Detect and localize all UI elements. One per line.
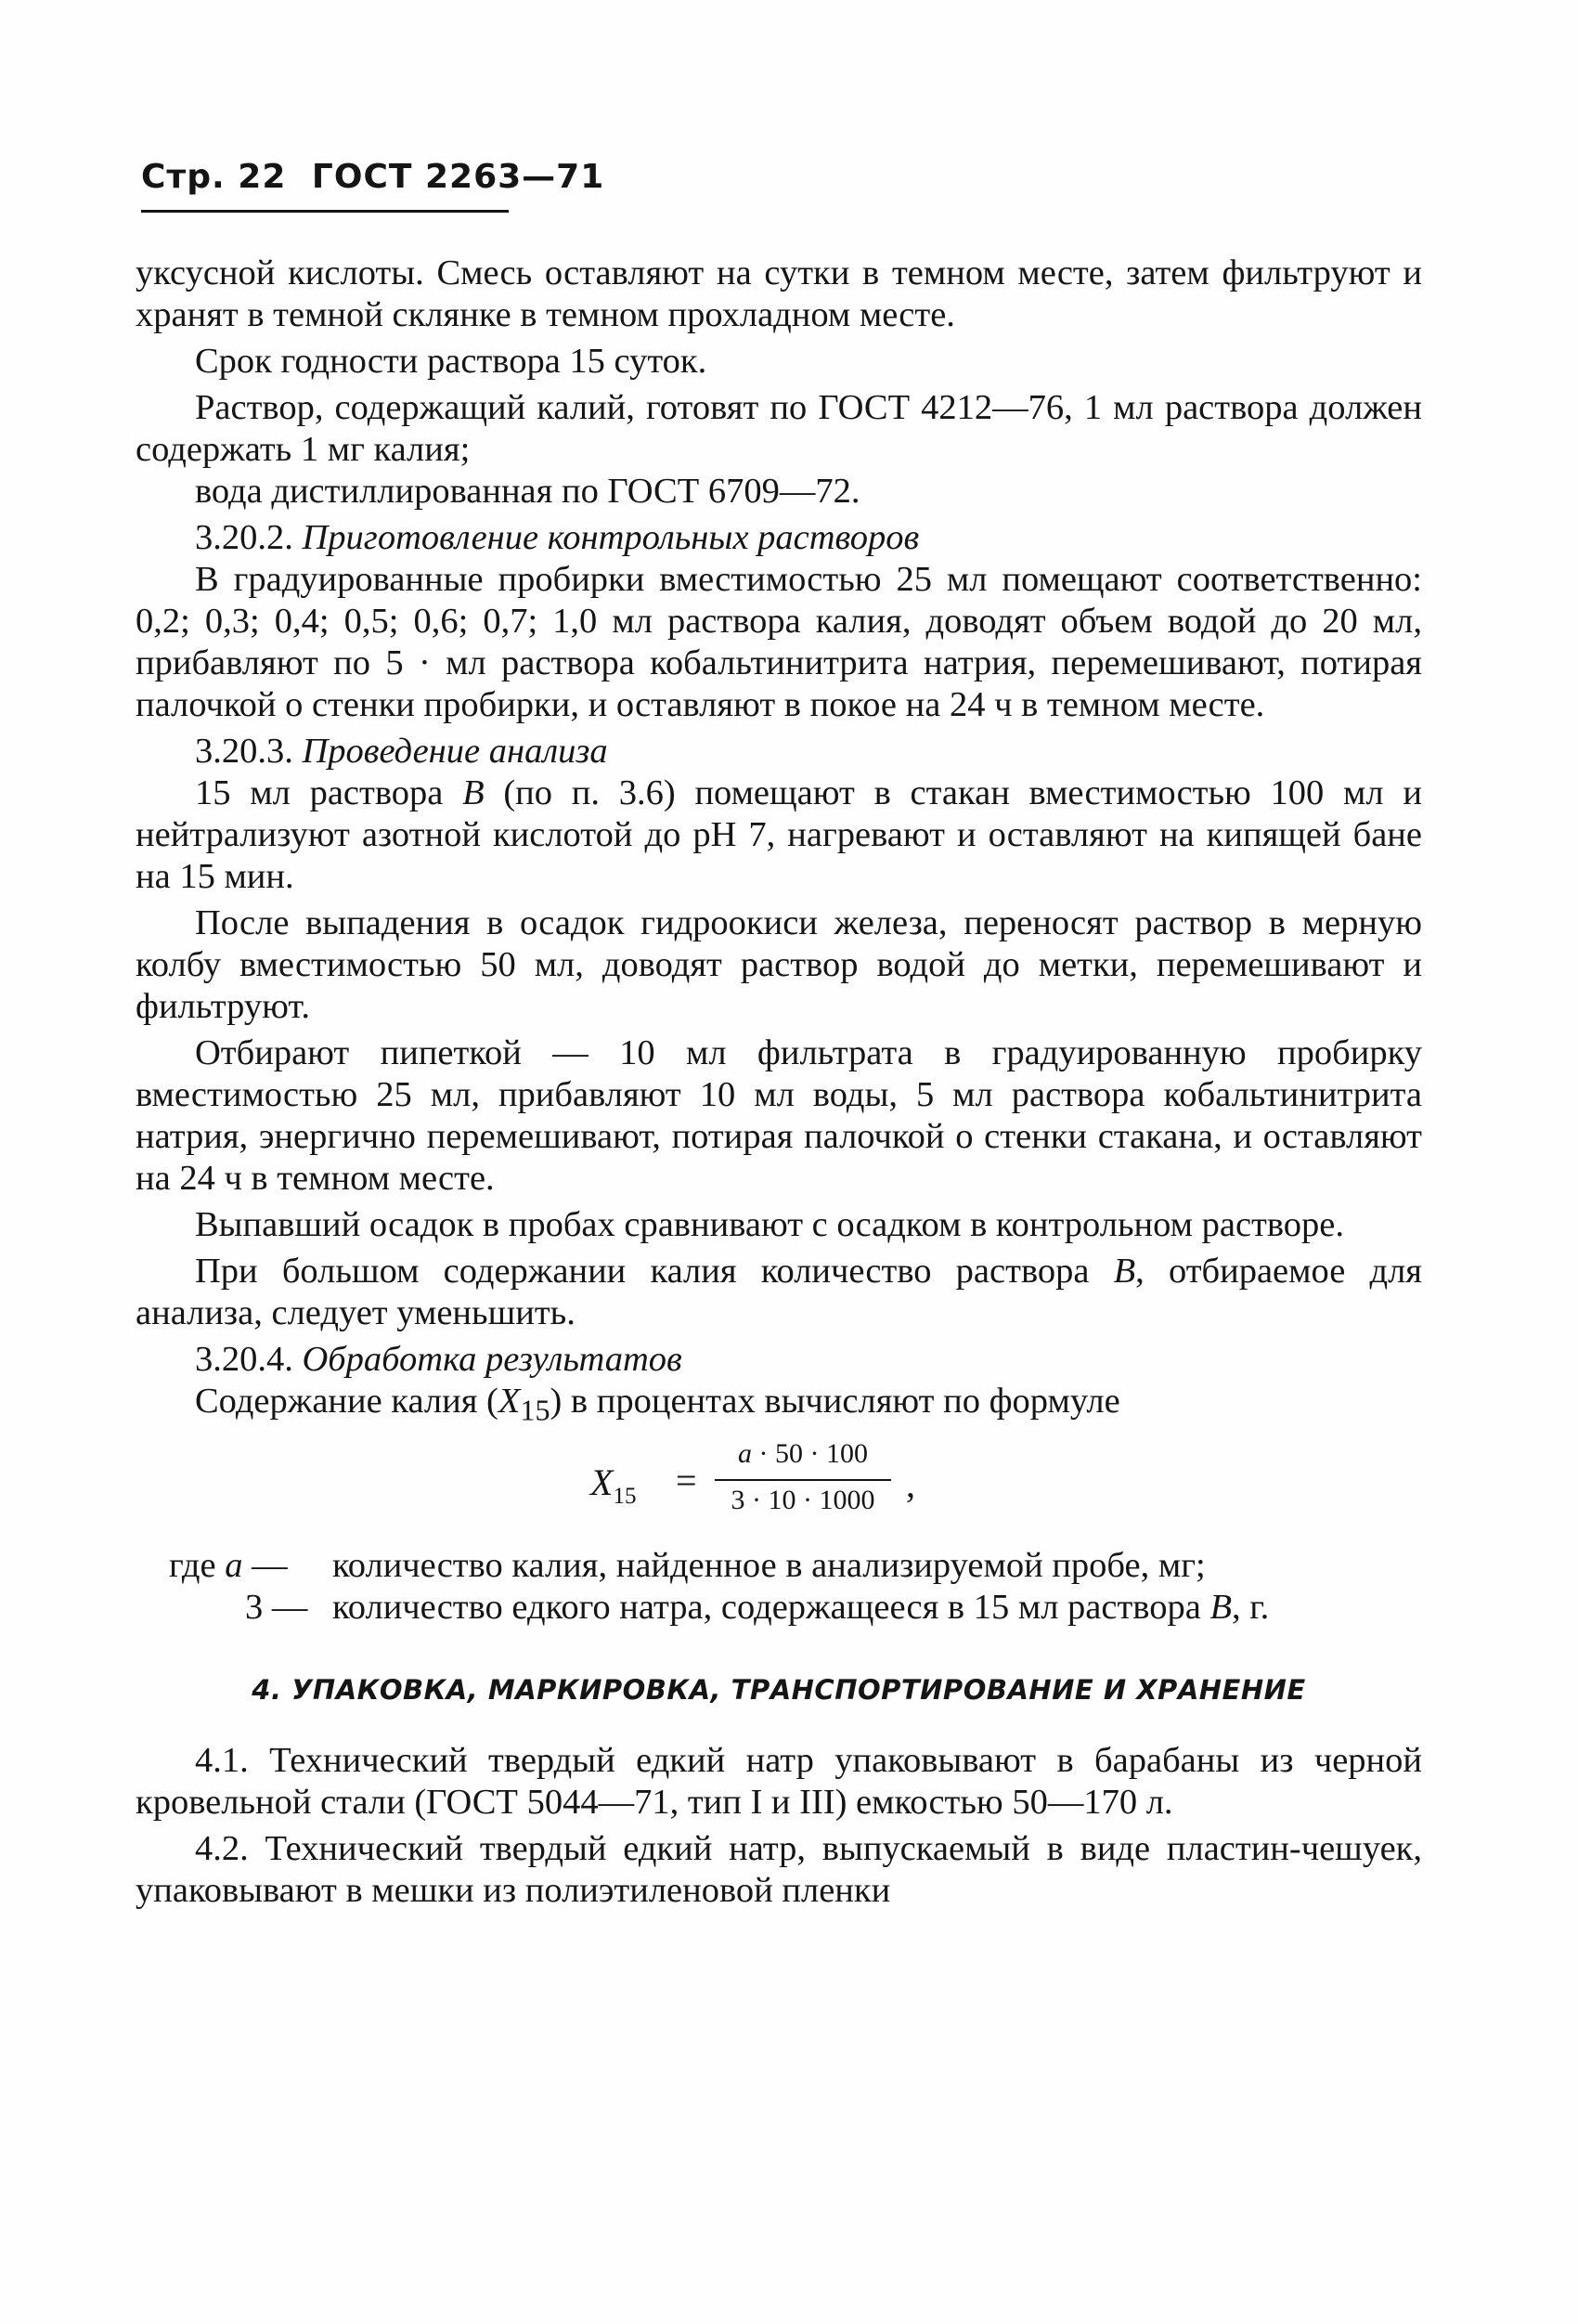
paragraph [136,1251,1422,1334]
subscript: 15 [520,1393,550,1427]
variable-b: B [1113,1252,1136,1291]
paragraph: вода дистиллированная по ГОСТ 6709—72. [195,472,860,511]
subsection-title: Приготовление контрольных растворов [302,518,920,557]
formula-comma: , [906,1462,915,1505]
formula-numerator-rest: · 50 · 100 [752,1437,868,1469]
paragraph: 4.1. Технический твердый едкий натр упаковывают в барабаны из черной кровельной стали (ГОСТ 5044—71, тип I и III) емкостью 50—170 л. [136,1740,1422,1822]
document-body [136,253,1422,1912]
paragraph: Отбирают пипеткой — 10 мл фильтрата в градуированную пробирку вместимостью 25 мл, прибавляют 10 мл воды, 5 мл раствора кобальтинитрита натрия, энергично перемешивают, потирая палочкой о стенки стакана, и оставляют на 24 ч в темном месте. [136,1033,1422,1198]
text-run: Содержание калия ( [195,1382,498,1421]
paragraph [136,1381,1422,1432]
subsection-number: 3.20.2. [195,518,293,557]
subsection-heading [136,1339,1422,1381]
definition-item [136,1587,1422,1629]
formula-symbol: X [590,1461,614,1503]
text-run: При большом содержании калия количество раствора [195,1252,1114,1291]
formula-numerator [715,1435,891,1473]
subsection-heading [136,517,1422,559]
paragraph [136,773,1422,898]
formula-subscript: 15 [613,1483,637,1509]
paragraph: 4.2. Технический твердый едкий натр, выпускаемый в виде пластин-чешуек, упаковывают в мешки из полиэтиленовой пленки [136,1828,1422,1910]
subsection-title: Проведение анализа [302,732,608,771]
header-underline [141,210,509,213]
standard-designation: ГОСТ 2263—71 [311,158,605,196]
formula-lhs [590,1461,636,1517]
subsection-number: 3.20.3. [195,732,293,771]
subsection-title: Обработка результатов [302,1340,682,1379]
definition-where: где [169,1545,216,1585]
subsection-heading [136,731,1422,773]
formula [136,1435,1422,1536]
page-number: Стр. 22 [141,158,287,196]
formula-denominator: 3 · 10 · 1000 [731,1484,875,1515]
variable-b: B [1209,1587,1232,1627]
fraction-bar [715,1479,891,1481]
definition-text [332,1587,1422,1629]
definition-symbol: a [225,1545,243,1585]
definition-item [136,1545,1422,1587]
paragraph: В градуированные пробирки вместимостью 25 мл помещают соответственно: 0,2; 0,3; 0,4; 0,5; 0,6; 0,7; 1,0 мл раствора калия, доводят объем водой до 20 мл, прибавляют по 5 · мл раствора кобальтинитрита натрия, перемешивают, потирая палочкой о стенки пробирки, и оставляют в покое на 24 ч в темном месте. [136,560,1422,724]
text-run: количество едкого натра, содержащееся в 15 мл раствора [332,1587,1210,1627]
definitions [136,1545,1422,1629]
definition-text: количество калия, найденное в анализируемой пробе, мг; [332,1545,1206,1585]
definition-dash: — [242,1545,288,1585]
subsection-number: 3.20.4. [195,1340,293,1379]
formula-equals: = [676,1459,697,1501]
definition-lead: 3 — [245,1587,308,1627]
text-run: , отбираемое для анализа, следует уменьшить. [136,1252,1422,1332]
text-run: 15 мл раствора [195,773,463,812]
text-run: (по п. 3.6) помещают в стакан вместимостью 100 мл и нейтрализуют азотной кислотой до pH 7, нагревают и оставляют на кипящей бане на 15 мин. [136,773,1422,896]
text-run: ) в процентах вычисляют по формуле [550,1382,1120,1421]
variable-b: B [462,773,485,812]
formula-variable-a: a [738,1437,752,1469]
page-header [141,158,617,196]
variable-x: X [498,1382,521,1421]
section-heading: 4. УПАКОВКА, МАРКИРОВКА, ТРАНСПОРТИРОВАНИЕ И ХРАНЕНИЕ [252,1673,1306,1706]
definition-lead [169,1545,288,1587]
paragraph: Срок годности раствора 15 суток. [195,342,707,381]
paragraph: Раствор, содержащий калий, готовят по ГОСТ 4212—76, 1 мл раствора должен содержать 1 мг калия; [136,388,1422,469]
paragraph: После выпадения в осадок гидроокиси железа, переносят раствор в мерную колбу вместимостью 50 мл, доводят раствор водой до метки, перемешивают и фильтруют. [136,903,1422,1026]
paragraph: Выпавший осадок в пробах сравнивают с осадком в контрольном растворе. [195,1205,1345,1244]
text-run: , г. [1231,1587,1270,1627]
paragraph: уксусной кислоты. Смесь оставляют на сутки в темном месте, затем фильтруют и хранят в темной склянке в темном прохладном месте. [136,253,1422,334]
